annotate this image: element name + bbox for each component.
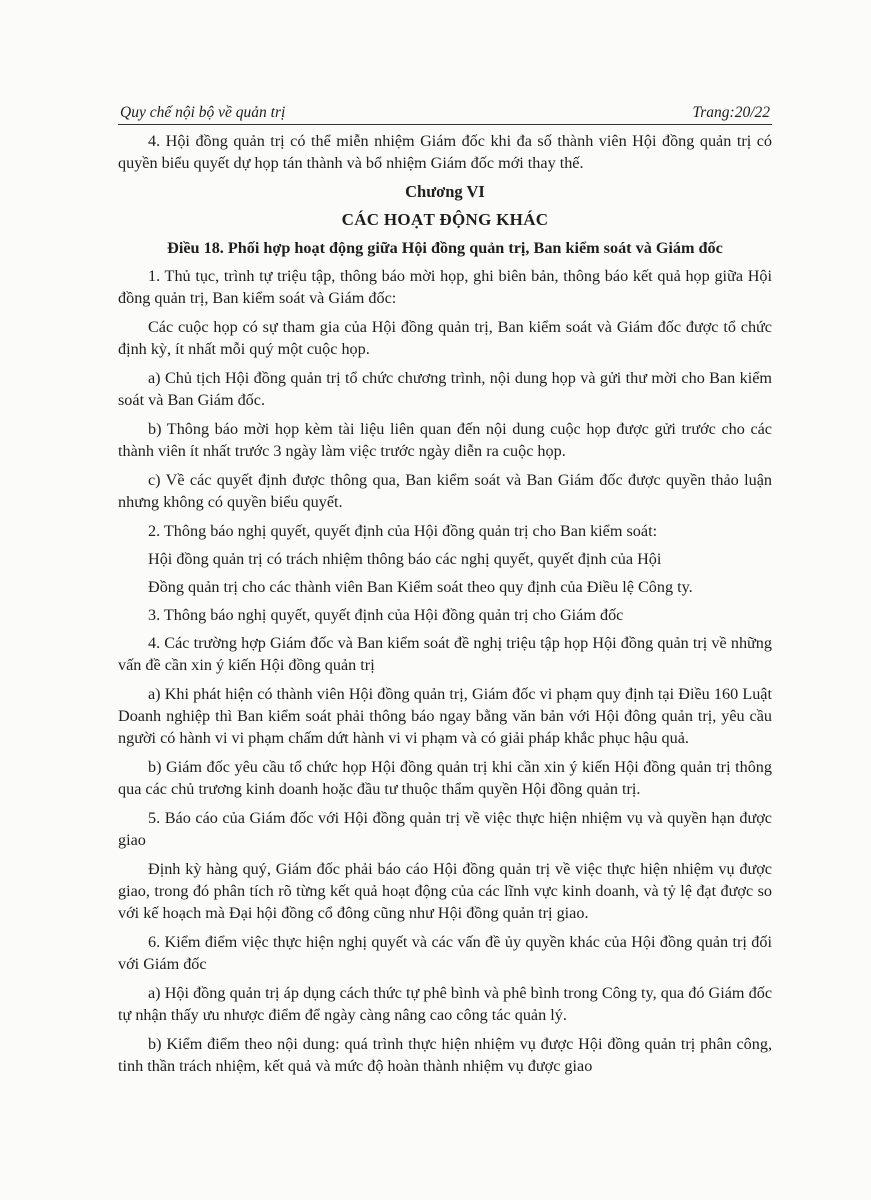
paragraph: a) Hội đồng quản trị áp dụng cách thức tự phê bình và phê bình trong Công ty, qua đó Giám đốc tự nhận thấy ưu nhược điểm để ngày càng nâng cao công tác quản lý. — [118, 984, 772, 1024]
paragraph: b) Kiểm điểm theo nội dung: quá trình thực hiện nhiệm vụ được Hội đồng quản trị phân công, tinh thần trách nhiệm, kết quả và mức độ hoàn thành nhiệm vụ được giao — [118, 1035, 772, 1075]
paragraph: 4. Các trường hợp Giám đốc và Ban kiểm soát đề nghị triệu tập họp Hội đồng quản trị về những vấn đề cần xin ý kiến Hội đồng quản trị — [118, 634, 772, 674]
paragraph: Các cuộc họp có sự tham gia của Hội đồng quản trị, Ban kiểm soát và Giám đốc được tổ chức định kỳ, ít nhất mỗi quý một cuộc họp. — [118, 318, 772, 358]
paragraph: c) Về các quyết định được thông qua, Ban kiểm soát và Ban Giám đốc được quyền thảo luận nhưng không có quyền biểu quyết. — [118, 471, 772, 511]
header-page-number: Trang:20/22 — [692, 104, 770, 121]
article-heading: Điều 18. Phối hợp hoạt động giữa Hội đồng quản trị, Ban kiểm soát và Giám đốc — [167, 239, 723, 257]
header-document-title: Quy chế nội bộ về quản trị — [120, 104, 286, 121]
paragraph: 1. Thủ tục, trình tự triệu tập, thông báo mời họp, ghi biên bản, thông báo kết quả họp giữa Hội đồng quản trị, Ban kiểm soát và Giám đốc: — [118, 267, 772, 307]
document-body — [118, 130, 772, 1084]
paragraph: Đồng quản trị cho các thành viên Ban Kiểm soát theo quy định của Điều lệ Công ty. — [148, 578, 693, 596]
paragraph: a) Chủ tịch Hội đồng quản trị tổ chức chương trình, nội dung họp và gửi thư mời cho Ban kiểm soát và Ban Giám đốc. — [118, 369, 772, 409]
paragraph: b) Thông báo mời họp kèm tài liệu liên quan đến nội dung cuộc họp được gửi trước cho các thành viên ít nhất trước 3 ngày làm việc trước ngày diễn ra cuộc họp. — [118, 420, 772, 460]
chapter-heading: Chương VI — [405, 182, 485, 201]
paragraph: 5. Báo cáo của Giám đốc với Hội đồng quản trị về việc thực hiện nhiệm vụ và quyền hạn được giao — [118, 809, 772, 849]
paragraph: Định kỳ hàng quý, Giám đốc phải báo cáo Hội đồng quản trị về việc thực hiện nhiệm vụ được giao, trong đó phân tích rõ từng kết quả hoạt động của các lĩnh vực kinh doanh, và tỷ lệ đạt được so với kế hoạch mà Đại hội đồng cổ đông cũng như Hội đồng quản trị giao. — [118, 860, 772, 922]
paragraph: 3. Thông báo nghị quyết, quyết định của Hội đồng quản trị cho Giám đốc — [148, 606, 624, 624]
chapter-title: CÁC HOẠT ĐỘNG KHÁC — [341, 210, 549, 229]
paragraph: a) Khi phát hiện có thành viên Hội đồng quản trị, Giám đốc vi phạm quy định tại Điều 160 Luật Doanh nghiệp thì Ban kiểm soát phải thông báo ngay bằng văn bản với Hội đông quản trị, yêu cầu người có hành vi vi phạm chấm dứt hành vi vi phạm và có giải pháp khắc phục hậu quả. — [118, 685, 772, 747]
header-rule — [118, 124, 772, 125]
page-header — [120, 104, 770, 122]
paragraph: 2. Thông báo nghị quyết, quyết định của Hội đồng quản trị cho Ban kiểm soát: — [148, 522, 658, 540]
paragraph: Hội đồng quản trị có trách nhiệm thông báo các nghị quyết, quyết định của Hội — [148, 550, 662, 568]
paragraph: 4. Hội đồng quản trị có thể miễn nhiệm Giám đốc khi đa số thành viên Hội đồng quản trị có quyền biểu quyết dự họp tán thành và bổ nhiệm Giám đốc mới thay thế. — [118, 132, 772, 172]
paragraph: 6. Kiểm điểm việc thực hiện nghị quyết và các vấn đề ủy quyền khác của Hội đồng quản trị đối với Giám đốc — [118, 933, 772, 973]
paragraph: b) Giám đốc yêu cầu tổ chức họp Hội đồng quản trị khi cần xin ý kiến Hội đồng quản trị thông qua các chủ trương kinh doanh hoặc đầu tư thuộc thẩm quyền Hội đồng quản trị. — [118, 758, 772, 798]
